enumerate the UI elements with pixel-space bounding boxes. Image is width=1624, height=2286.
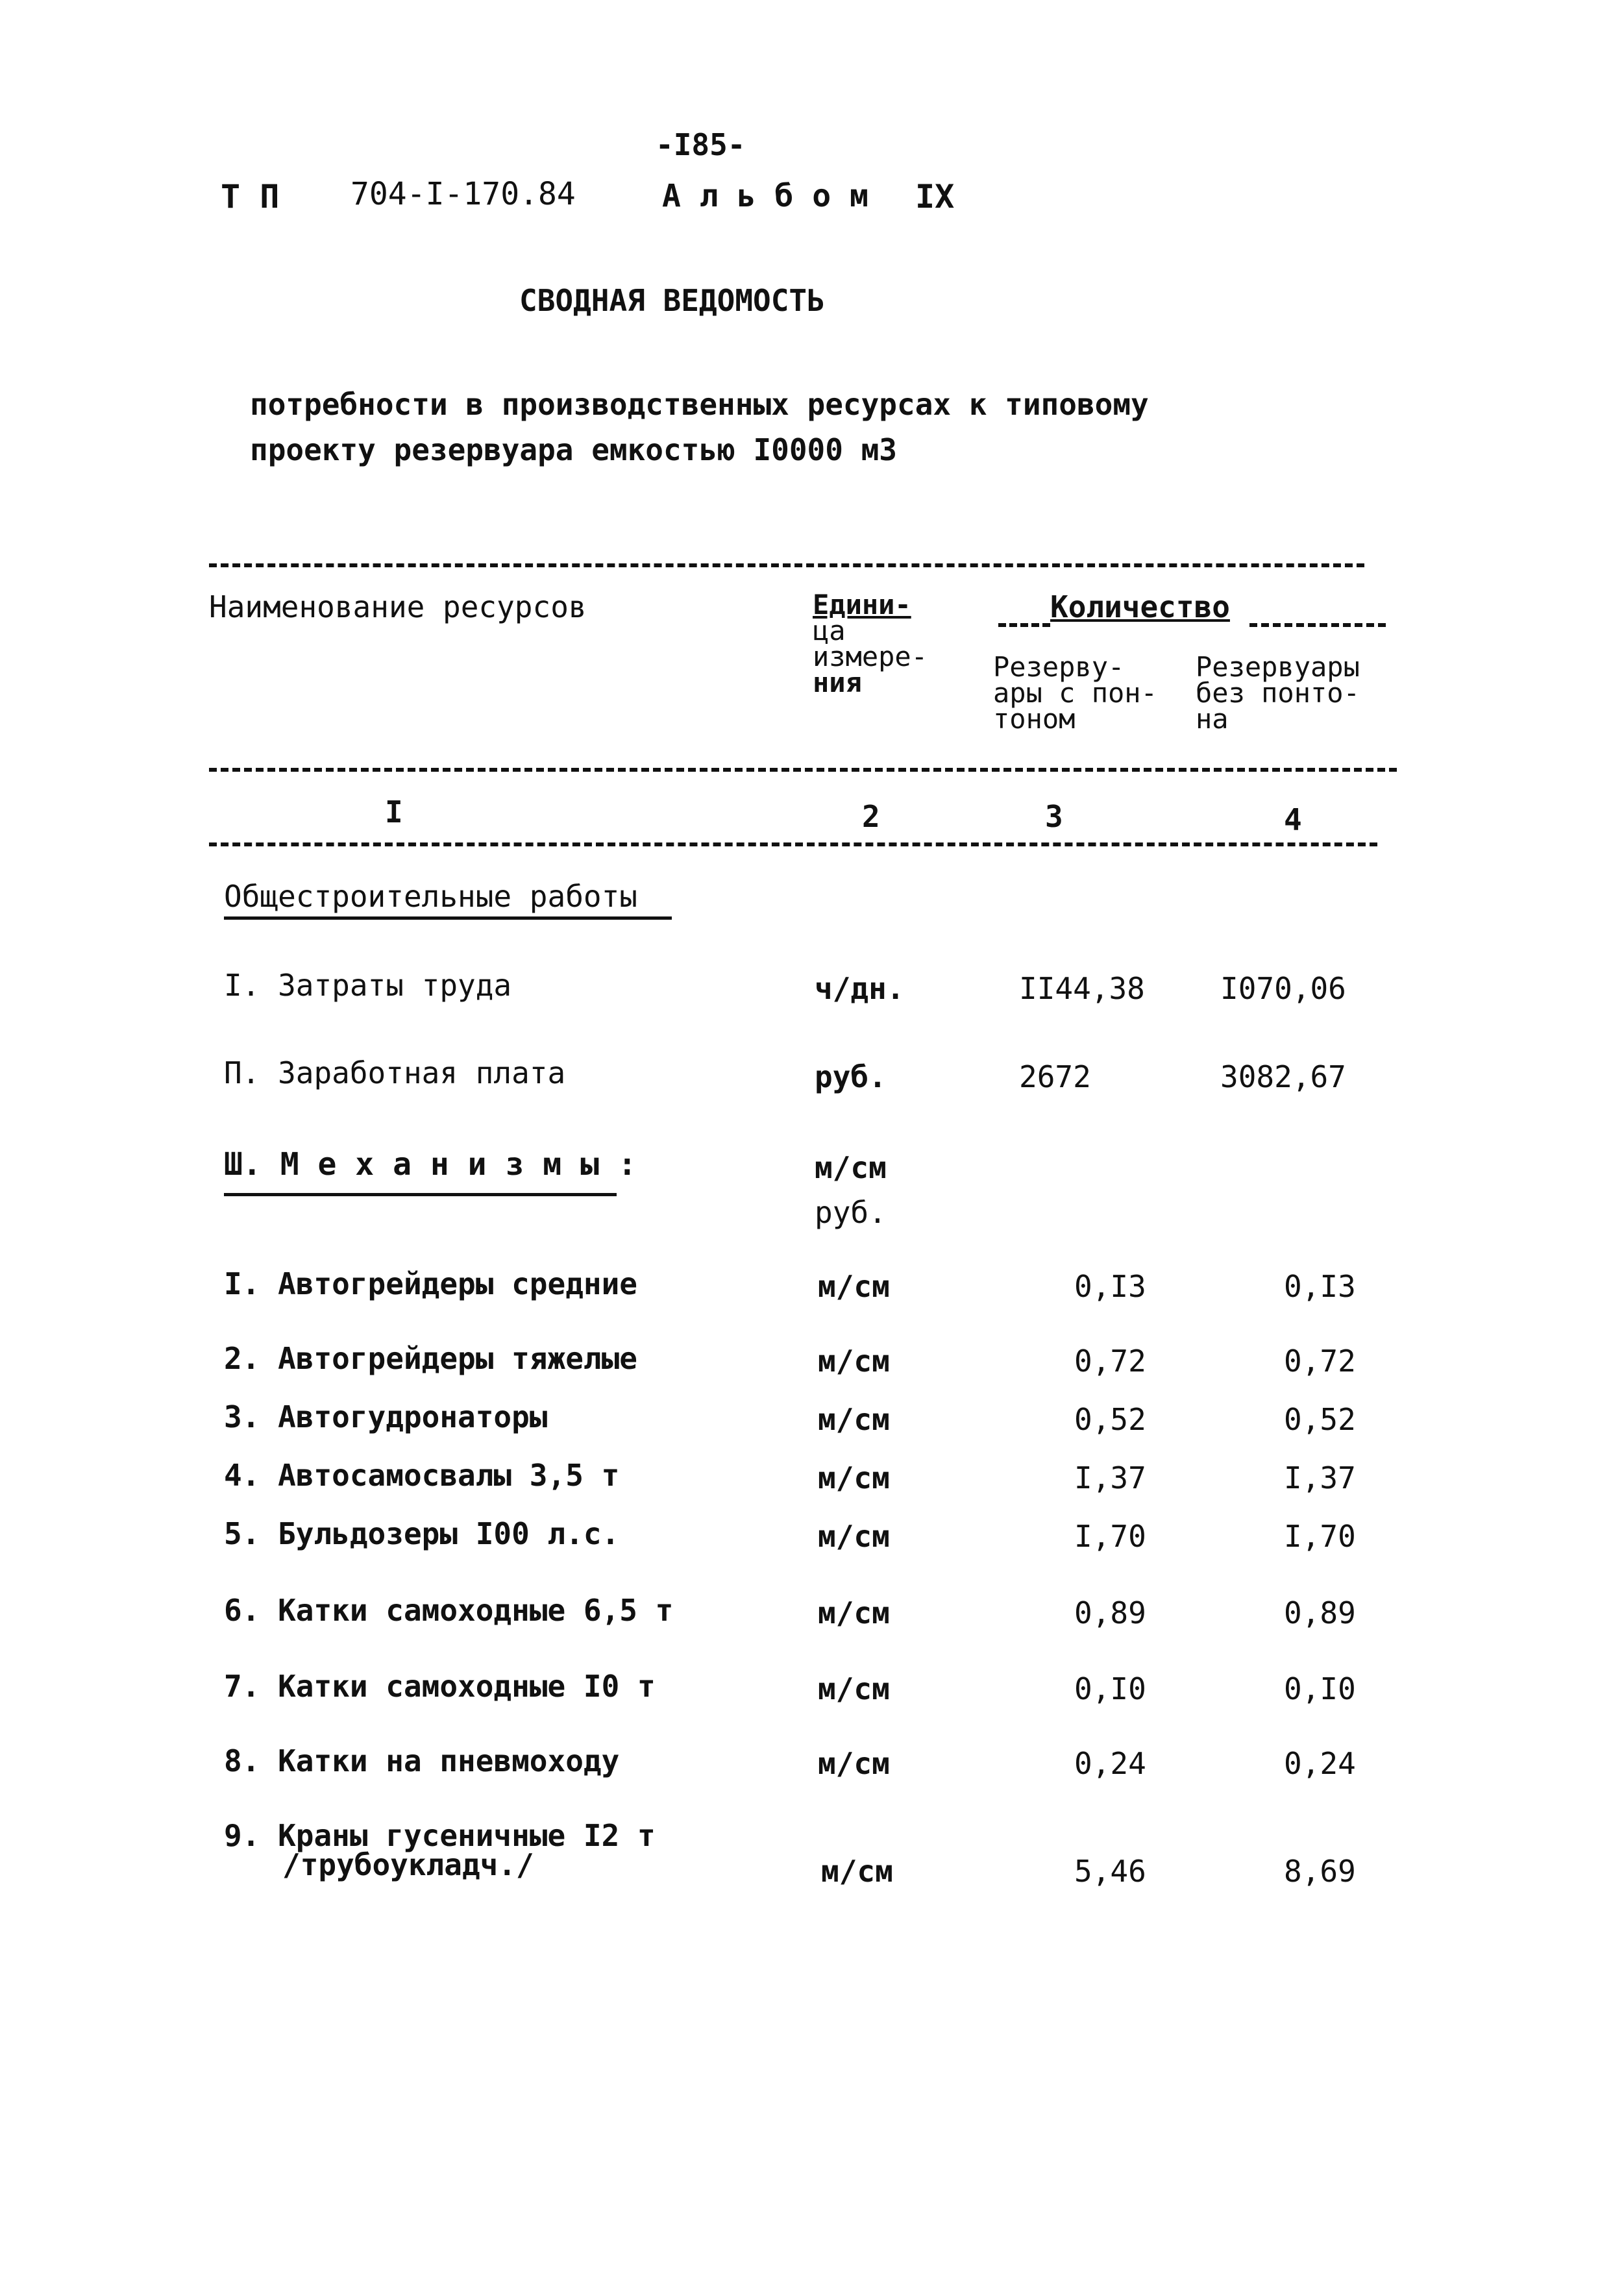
row-value-col4: 0,24 [1284, 1746, 1356, 1781]
last-row-value-col3: 5,46 [1074, 1854, 1146, 1889]
row-unit: м/см [818, 1746, 890, 1781]
row-value-col4: 0,89 [1284, 1595, 1356, 1630]
row-value-col4: 0,I0 [1284, 1671, 1356, 1706]
row-value-col4: 0,72 [1284, 1344, 1356, 1379]
row-name: 3. Автогудронаторы [224, 1399, 548, 1434]
header-col3-line: Резерву- [993, 651, 1125, 683]
last-row-name-line2: /трубоукладч./ [282, 1847, 534, 1882]
table-top-rule [209, 563, 1364, 567]
header-col3-line: ары с пон- [993, 677, 1157, 709]
quantity-rule-right [1249, 623, 1386, 627]
row-name: 6. Катки самоходные 6,5 т [224, 1593, 674, 1628]
row-name: 7. Катки самоходные I0 т [224, 1669, 656, 1704]
section-title-underline [224, 916, 672, 920]
header-unit [813, 589, 928, 698]
row-unit: м/см [818, 1344, 890, 1379]
document-subtitle-line2: проекту резервуара емкостью I0000 м3 [250, 432, 897, 467]
row-unit: ч/дн. [815, 971, 905, 1006]
header-quantity: Количество [1050, 589, 1230, 624]
page-number: -I85- [656, 127, 746, 162]
mechanisms-underline [224, 1193, 617, 1196]
header-unit-line: ца [813, 615, 846, 646]
row-name: 5. Бульдозеры I00 л.с. [224, 1516, 620, 1551]
row-unit: м/см [818, 1460, 890, 1495]
header-col4 [1196, 651, 1360, 735]
row-value-col4: I,37 [1284, 1460, 1356, 1495]
column-number-2: 2 [862, 799, 880, 834]
column-numbers-rule [209, 842, 1377, 846]
last-row-unit: м/см [821, 1854, 893, 1889]
row-unit: м/см [818, 1519, 890, 1554]
column-number-1: I [385, 794, 403, 830]
row-unit: м/см [818, 1671, 890, 1706]
quantity-rule-left [998, 623, 1050, 627]
row-unit: м/см [818, 1402, 890, 1437]
column-number-4: 4 [1284, 802, 1302, 837]
row-name: 8. Катки на пневмоходу [224, 1743, 620, 1778]
document-title: СВОДНАЯ ВЕДОМОСТЬ [519, 283, 825, 318]
mechanisms-unit-line1: м/см [815, 1150, 887, 1185]
row-value-col4: I,70 [1284, 1519, 1356, 1554]
row-value-col4: 0,I3 [1284, 1269, 1356, 1304]
header-col3 [993, 651, 1157, 735]
row-name: П. Заработная плата [224, 1055, 566, 1090]
header-name: Наименование ресурсов [209, 589, 587, 624]
row-unit: руб. [815, 1059, 887, 1094]
header-unit-line: Едини- [813, 589, 911, 621]
row-value-col3: 2672 [1019, 1059, 1091, 1094]
series-label: Т П [221, 178, 280, 215]
row-value-col3: 0,52 [1074, 1402, 1146, 1437]
header-unit-line: ния [813, 667, 862, 698]
row-name: I. Автогрейдеры средние [224, 1266, 637, 1301]
last-row-value-col4: 8,69 [1284, 1854, 1356, 1889]
row-value-col3: I,37 [1074, 1460, 1146, 1495]
row-name: 4. Автосамосвалы 3,5 т [224, 1458, 620, 1493]
row-unit: м/см [818, 1595, 890, 1630]
row-value-col3: I,70 [1074, 1519, 1146, 1554]
row-value-col3: 0,24 [1074, 1746, 1146, 1781]
column-number-3: 3 [1045, 799, 1063, 834]
row-name: 2. Автогрейдеры тяжелые [224, 1341, 637, 1376]
row-value-col4: 3082,67 [1220, 1059, 1346, 1094]
mechanisms-unit-line2: руб. [815, 1195, 887, 1230]
album-number: IX [915, 178, 955, 215]
header-col4-line: без понто- [1196, 677, 1360, 709]
row-value-col3: 0,89 [1074, 1595, 1146, 1630]
last-row-name-line1: 9. Краны гусеничные I2 т [224, 1818, 656, 1853]
header-col3-line: тоном [993, 703, 1076, 735]
row-value-col4: I070,06 [1220, 971, 1346, 1006]
header-unit-line: измере- [813, 641, 928, 672]
header-bottom-rule [209, 768, 1397, 772]
row-unit: м/см [818, 1269, 890, 1304]
row-value-col3: II44,38 [1019, 971, 1145, 1006]
document-subtitle-line1: потребности в производственных ресурсах к типовому [250, 387, 1149, 422]
row-value-col3: 0,I3 [1074, 1269, 1146, 1304]
row-value-col4: 0,52 [1284, 1402, 1356, 1437]
row-value-col3: 0,72 [1074, 1344, 1146, 1379]
row-name: I. Затраты труда [224, 968, 512, 1003]
project-code: 704-I-170.84 [351, 176, 576, 212]
album-label: А л ь б о м [662, 178, 868, 214]
header-col4-line: Резервуары [1196, 651, 1360, 683]
section-title: Общестроительные работы [224, 879, 637, 914]
row-value-col3: 0,I0 [1074, 1671, 1146, 1706]
mechanisms-label: Ш. М е х а н и з м ы : [224, 1146, 637, 1183]
header-col4-line: на [1196, 703, 1229, 735]
